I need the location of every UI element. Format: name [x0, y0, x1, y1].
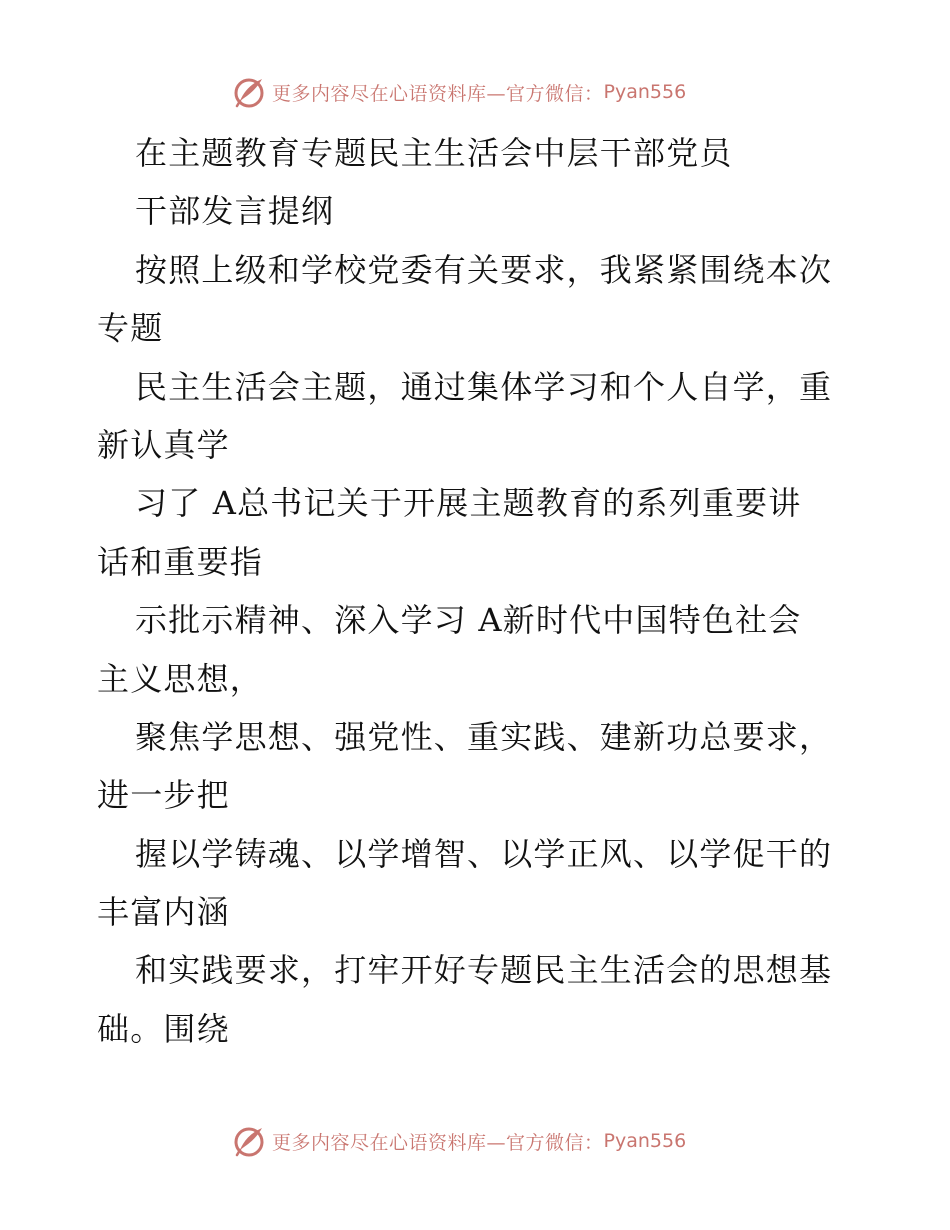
watermark-text: 更多内容尽在心语资料库—官方微信：	[272, 82, 604, 105]
quill-logo-icon	[232, 1123, 268, 1159]
header-watermark	[232, 72, 686, 112]
document-title-line-1: 在主题教育专题民主生活会中层干部党员	[135, 134, 733, 172]
paragraph-line: 民主生活会主题，通过集体学习和个人自学，重	[135, 367, 833, 406]
paragraph-line: 丰富内涵	[97, 893, 230, 932]
paragraph-line: 习了 A总书记关于开展主题教育的系列重要讲	[135, 484, 802, 523]
watermark-wechat-id: Pyan556	[603, 1130, 687, 1152]
paragraph-line: 进一步把	[97, 776, 230, 815]
quill-logo-icon	[232, 74, 268, 110]
footer-watermark	[232, 1121, 686, 1161]
paragraph-line: 话和重要指	[97, 542, 264, 581]
paragraph-line: 主义思想，	[97, 659, 264, 698]
paragraph-line: 和实践要求，打牢开好专题民主生活会的思想基	[135, 951, 833, 990]
paragraph-line: 按照上级和学校党委有关要求，我紧紧围绕本次	[135, 250, 833, 289]
document-body	[97, 124, 867, 1058]
paragraph-line: 础。围绕	[97, 1009, 230, 1048]
watermark-wechat-id: Pyan556	[603, 81, 687, 103]
watermark-text: 更多内容尽在心语资料库—官方微信：	[272, 1131, 604, 1154]
document-title-line-2: 干部发言提纲	[135, 192, 335, 231]
paragraph-line: 专题	[97, 309, 164, 348]
paragraph-line: 新认真学	[97, 425, 230, 464]
paragraph-line: 握以学铸魂、以学增智、以学正风、以学促干的	[135, 834, 833, 873]
paragraph-line: 示批示精神、深入学习 A新时代中国特色社会	[135, 601, 802, 640]
paragraph-line: 聚焦学思想、强党性、重实践、建新功总要求，	[135, 717, 833, 756]
